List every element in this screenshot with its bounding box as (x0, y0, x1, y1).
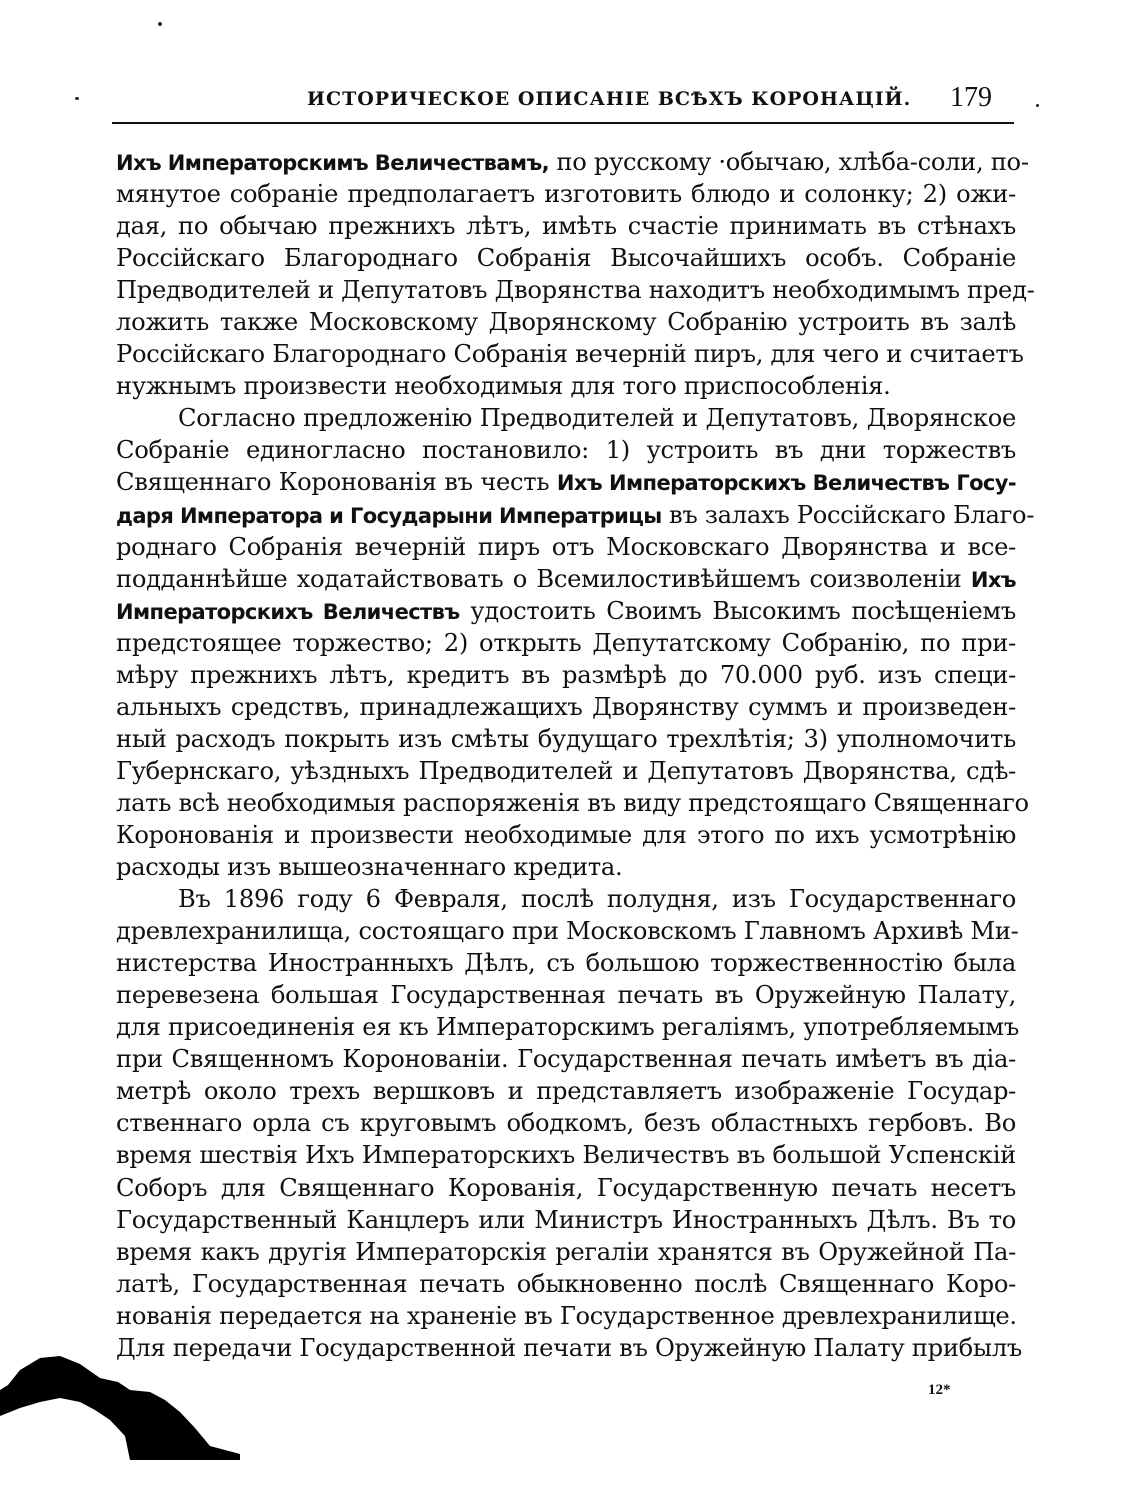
text-line (116, 691, 1016, 723)
text-line (116, 723, 1016, 755)
text-line (116, 595, 1016, 627)
text-run: удостоить Своимъ Высокимъ посѣщеніемъ (459, 596, 1017, 625)
text-line (116, 979, 1016, 1011)
text-line (116, 1075, 1016, 1107)
text-run: мѣру прежнихъ лѣтъ, кредитъ въ размѣрѣ до 70.000 руб. изъ специ- (116, 660, 1016, 689)
text-run: Россійскаго Благороднаго Собранія вечерній пиръ, для чего и считаетъ (116, 340, 1024, 369)
text-line (116, 563, 1016, 595)
text-run: Губернскаго, уѣздныхъ Предводителей и Депутатовъ Дворянства, сдѣ- (116, 756, 1016, 785)
speck-mark (158, 22, 162, 26)
text-line (116, 883, 1016, 915)
text-line (116, 306, 1016, 338)
text-run: нистерства Иностранныхъ Дѣлъ, съ большою торжественностію была (116, 949, 1016, 978)
text-line (116, 1300, 1016, 1332)
bold-emphasis: даря Императора и Государыни Императрицы (116, 503, 662, 528)
text-line (116, 434, 1016, 466)
text-line (116, 627, 1016, 659)
text-line (116, 499, 1035, 531)
text-line (116, 851, 1016, 883)
text-line (116, 819, 1016, 851)
text-run: при Священномъ Коронованіи. Государственная печать имѣетъ въ діа- (116, 1045, 1016, 1074)
text-line (116, 915, 1019, 947)
text-run: время какъ другія Императорскія регаліи хранятся въ Оружейной Па- (116, 1237, 1016, 1266)
running-title: ИСТОРИЧЕСКОЕ ОПИСАНІЕ ВСѢХЪ КОРОНАЦІЙ. (307, 88, 912, 110)
text-line (116, 274, 1035, 306)
text-run: ный расходъ покрыть изъ смѣты будущаго трехлѣтія; 3) уполномочить (116, 724, 1016, 753)
text-run: нужнымъ произвести необходимыя для того приспособленія. (116, 372, 891, 401)
text-line (116, 755, 1016, 787)
bold-emphasis: Ихъ Императорскихъ Величествъ Госу- (556, 471, 1016, 496)
bold-emphasis: Ихъ (970, 567, 1016, 592)
text-line (116, 242, 1016, 274)
text-run: ственнаго орла съ круговымъ ободкомъ, безъ областныхъ гербовъ. Во (116, 1109, 1016, 1138)
text-run: дая, по обычаю прежнихъ лѣтъ, имѣть счастіе принимать въ стѣнахъ (116, 212, 1016, 241)
ink-blot-decoration (0, 1350, 260, 1460)
text-run: мянутое собраніе предполагаетъ изготовить блюдо и солонку; 2) ожи- (116, 180, 1016, 209)
text-run: Коронованія и произвести необходимые для этого по ихъ усмотрѣнію (116, 820, 1016, 849)
text-run: Собраніе единогласно постановило: 1) устроить въ дни торжествъ (116, 436, 1016, 465)
text-run: Въ 1896 году 6 Февраля, послѣ полудня, изъ Государственнаго (178, 885, 1016, 914)
page-number: 179 (950, 82, 992, 113)
text-line (116, 787, 1029, 819)
speck-mark (75, 97, 79, 100)
bold-emphasis: Ихъ Императорскимъ Величествамъ, (116, 151, 550, 175)
text-run: въ залахъ Россійскаго Благо- (661, 500, 1035, 529)
text-run: лать всѣ необходимыя распоряженія въ виду предстоящаго Священнаго (116, 788, 1029, 817)
text-run: для присоединенія ея къ Императорскимъ регаліямъ, употребляемымъ (116, 1013, 1019, 1042)
text-run: нованія передается на храненіе въ Государственное древлехранилище. (116, 1301, 1017, 1330)
text-line (116, 659, 1016, 691)
text-line (116, 1139, 1016, 1171)
signature-mark: 12* (928, 1382, 951, 1398)
page-header (112, 82, 1014, 124)
text-line (116, 947, 1016, 979)
text-run: предстоящее торжество; 2) открыть Депутатскому Собранію, по при- (116, 628, 1016, 657)
text-line (116, 1268, 1016, 1300)
text-line (116, 1204, 1016, 1236)
text-line (116, 1011, 1019, 1043)
text-line (116, 402, 1016, 434)
text-line (116, 1107, 1016, 1139)
text-run: Священнаго Коронованія въ честь (116, 468, 557, 497)
text-run: Согласно предложенію Предводителей и Депутатовъ, Дворянское (178, 404, 1016, 433)
text-run: Предводителей и Депутатовъ Дворянства находитъ необходимымъ пред- (116, 276, 1035, 305)
text-run: Россійскаго Благороднаго Собранія Высочайшихъ особъ. Собраніе (116, 244, 1016, 273)
text-run: Для передачи Государственной печати въ Оружейную Палату прибылъ (116, 1333, 1023, 1362)
text-run: Государственный Канцлеръ или Министръ Иностранныхъ Дѣлъ. Въ то (116, 1205, 1016, 1234)
text-run: древлехранилища, состоящаго при Московскомъ Главномъ Архивѣ Ми- (116, 917, 1019, 946)
text-run: альныхъ средствъ, принадлежащихъ Дворянству суммъ и произведен- (116, 692, 1016, 721)
text-run: расходы изъ вышеозначеннаго кредита. (116, 853, 623, 882)
text-line (116, 1172, 1016, 1204)
text-line (116, 210, 1016, 242)
text-run: время шествія Ихъ Императорскихъ Величествъ въ большой Успенскій (116, 1141, 1016, 1170)
text-line (116, 466, 1016, 498)
text-line (116, 1043, 1016, 1075)
text-line (116, 338, 1024, 370)
text-run: Соборъ для Священнаго Корованія, Государственную печать несетъ (116, 1173, 1016, 1202)
text-run: по русскому ·обычаю, хлѣба-соли, по- (549, 148, 1029, 176)
body-text (116, 146, 1035, 1364)
text-line (116, 1236, 1016, 1268)
speck-mark (1036, 104, 1039, 107)
text-run: ложить также Московскому Дворянскому Собранію устроить въ залѣ (116, 308, 1016, 337)
text-line (116, 178, 1016, 210)
text-line (116, 531, 1016, 563)
text-run: латѣ, Государственная печать обыкновенно послѣ Священнаго Коро- (116, 1269, 1016, 1298)
text-line (116, 370, 1016, 402)
bold-emphasis: Императорскихъ Величествъ (116, 599, 460, 624)
text-run: роднаго Собранія вечерній пиръ отъ Московскаго Дворянства и все- (116, 532, 1016, 561)
text-run: подданнѣйше ходатайствовать о Всемилостивѣйшемъ соизволеніи (116, 564, 971, 593)
text-run: перевезена большая Государственная печать въ Оружейную Палату, (116, 981, 1016, 1010)
text-run: метрѣ около трехъ вершковъ и представляетъ изображеніе Государ- (116, 1077, 1016, 1106)
text-line (116, 146, 1029, 178)
